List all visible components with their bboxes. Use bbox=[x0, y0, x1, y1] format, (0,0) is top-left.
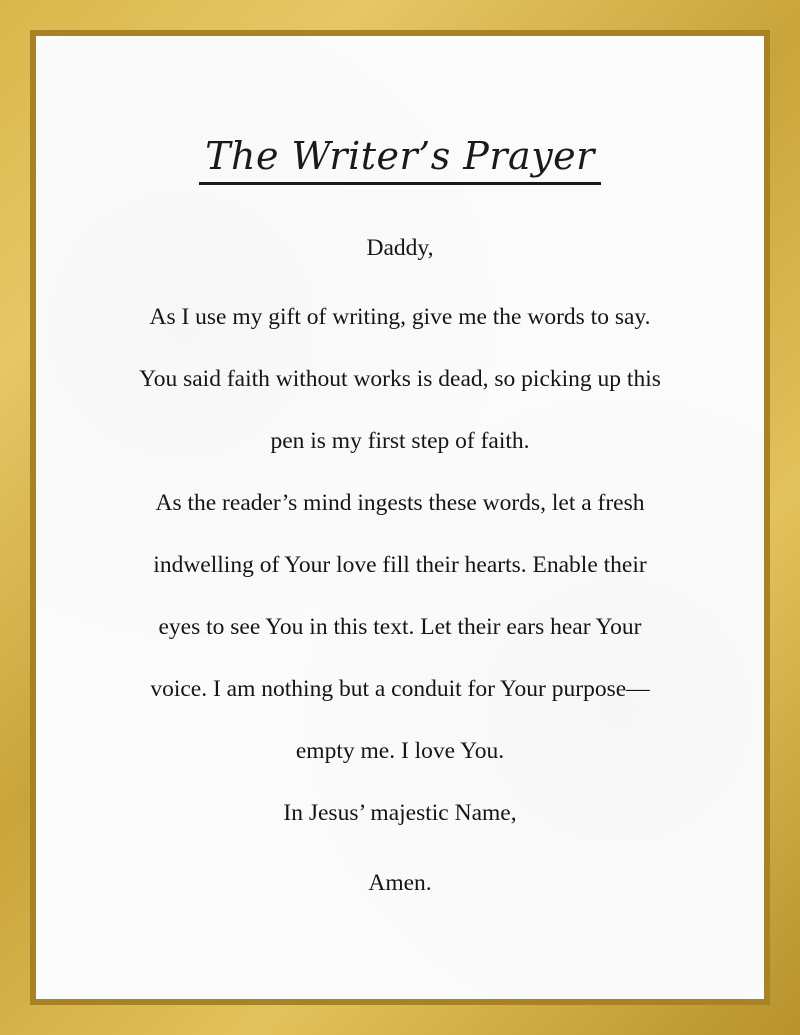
paragraph-2-line-4: voice. I am nothing but a conduit for Your purpose— bbox=[150, 676, 650, 702]
paper-page bbox=[36, 36, 764, 999]
paragraph-2-line-1: As the reader’s mind ingests these words, let a fresh bbox=[155, 490, 645, 516]
prayer-body bbox=[96, 224, 704, 914]
title-container bbox=[36, 136, 764, 185]
closing-line: In Jesus’ majestic Name, bbox=[283, 800, 517, 826]
paragraph-1-line-3: pen is my first step of faith. bbox=[270, 428, 530, 454]
paragraph-1-line-1: As I use my gift of writing, give me the words to say. bbox=[149, 304, 651, 330]
paragraph-2-line-2: indwelling of Your love fill their hearts. Enable their bbox=[153, 552, 647, 578]
paragraph-2-line-3: eyes to see You in this text. Let their ears hear Your bbox=[158, 614, 642, 640]
paragraph-2-line-5: empty me. I love You. bbox=[295, 738, 505, 764]
salutation: Daddy, bbox=[366, 235, 434, 261]
amen-line: Amen. bbox=[368, 870, 432, 896]
page-title: The Writer’s Prayer bbox=[199, 136, 601, 185]
paragraph-1-line-2: You said faith without works is dead, so picking up this bbox=[139, 366, 661, 392]
